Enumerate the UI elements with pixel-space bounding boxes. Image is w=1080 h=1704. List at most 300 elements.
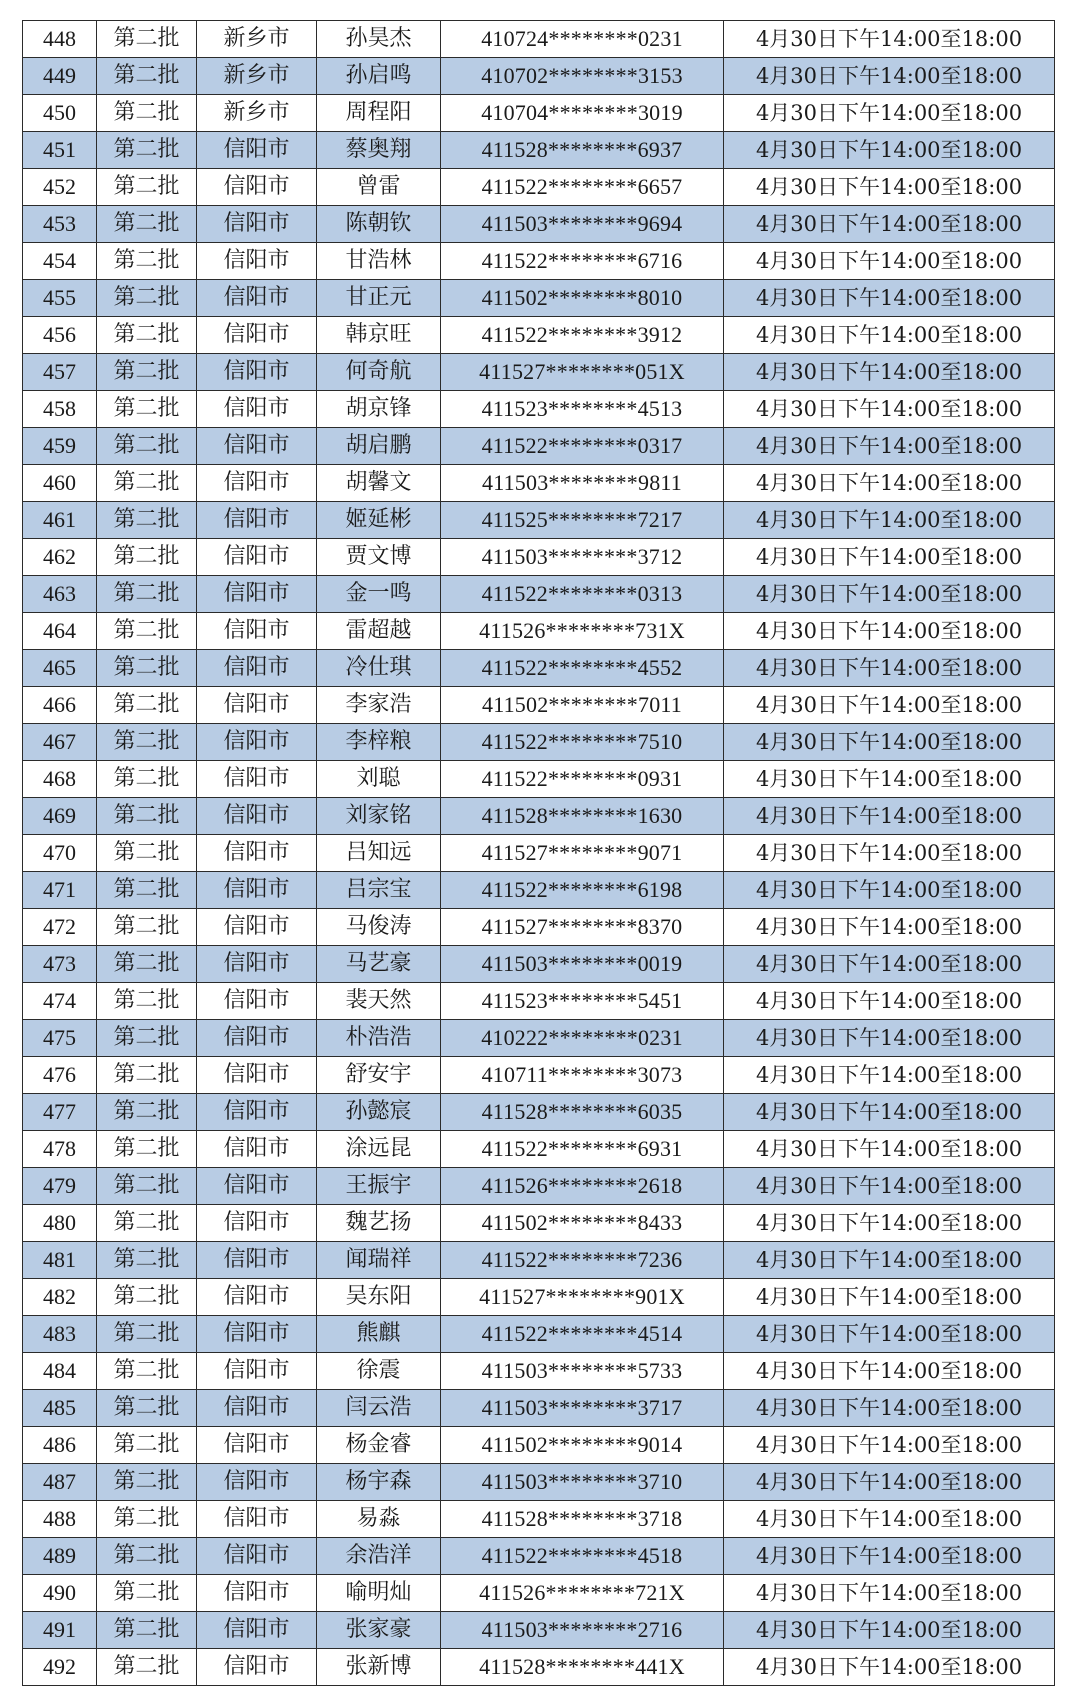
cell-number: 457 (23, 354, 97, 391)
cell-city: 信阳市 (197, 835, 317, 872)
table-row (23, 798, 1055, 835)
cell-id-number: 411527********901X (441, 1279, 724, 1316)
cell-id-number: 411526********721X (441, 1575, 724, 1612)
cell-city: 信阳市 (197, 613, 317, 650)
cell-batch: 第二批 (97, 1353, 197, 1390)
cell-time-slot: 4月30日下午14:00至18:00 (724, 1501, 1055, 1538)
cell-time-slot: 4月30日下午14:00至18:00 (724, 835, 1055, 872)
cell-city: 信阳市 (197, 1316, 317, 1353)
cell-city: 信阳市 (197, 983, 317, 1020)
cell-time-slot: 4月30日下午14:00至18:00 (724, 946, 1055, 983)
cell-id-number: 411526********2618 (441, 1168, 724, 1205)
cell-batch: 第二批 (97, 872, 197, 909)
cell-name: 闫云浩 (317, 1390, 441, 1427)
cell-id-number: 411522********4518 (441, 1538, 724, 1575)
cell-name: 涂远昆 (317, 1131, 441, 1168)
cell-id-number: 411503********3717 (441, 1390, 724, 1427)
cell-id-number: 411502********9014 (441, 1427, 724, 1464)
cell-id-number: 411522********7236 (441, 1242, 724, 1279)
table-row (23, 317, 1055, 354)
cell-id-number: 411503********2716 (441, 1612, 724, 1649)
cell-batch: 第二批 (97, 1501, 197, 1538)
cell-time-slot: 4月30日下午14:00至18:00 (724, 613, 1055, 650)
table-row (23, 502, 1055, 539)
cell-name: 王振宇 (317, 1168, 441, 1205)
table-row (23, 1094, 1055, 1131)
cell-city: 信阳市 (197, 1020, 317, 1057)
cell-id-number: 411522********0317 (441, 428, 724, 465)
cell-batch: 第二批 (97, 132, 197, 169)
cell-id-number: 411522********6657 (441, 169, 724, 206)
cell-name: 韩京旺 (317, 317, 441, 354)
cell-number: 485 (23, 1390, 97, 1427)
cell-city: 信阳市 (197, 1057, 317, 1094)
cell-time-slot: 4月30日下午14:00至18:00 (724, 317, 1055, 354)
cell-batch: 第二批 (97, 317, 197, 354)
cell-time-slot: 4月30日下午14:00至18:00 (724, 1316, 1055, 1353)
cell-batch: 第二批 (97, 465, 197, 502)
cell-id-number: 411522********3912 (441, 317, 724, 354)
cell-name: 孙懿宸 (317, 1094, 441, 1131)
table-row (23, 946, 1055, 983)
cell-batch: 第二批 (97, 983, 197, 1020)
cell-id-number: 411527********051X (441, 354, 724, 391)
cell-time-slot: 4月30日下午14:00至18:00 (724, 1242, 1055, 1279)
cell-time-slot: 4月30日下午14:00至18:00 (724, 798, 1055, 835)
cell-number: 455 (23, 280, 97, 317)
table-row (23, 1057, 1055, 1094)
cell-id-number: 411523********4513 (441, 391, 724, 428)
cell-city: 信阳市 (197, 798, 317, 835)
cell-time-slot: 4月30日下午14:00至18:00 (724, 1168, 1055, 1205)
cell-id-number: 411502********8433 (441, 1205, 724, 1242)
cell-id-number: 410704********3019 (441, 95, 724, 132)
cell-batch: 第二批 (97, 1538, 197, 1575)
cell-number: 458 (23, 391, 97, 428)
cell-batch: 第二批 (97, 1612, 197, 1649)
cell-number: 473 (23, 946, 97, 983)
cell-name: 何奇航 (317, 354, 441, 391)
cell-name: 闻瑞祥 (317, 1242, 441, 1279)
cell-number: 483 (23, 1316, 97, 1353)
cell-city: 新乡市 (197, 95, 317, 132)
cell-name: 胡启鹏 (317, 428, 441, 465)
cell-name: 易淼 (317, 1501, 441, 1538)
cell-time-slot: 4月30日下午14:00至18:00 (724, 576, 1055, 613)
cell-city: 信阳市 (197, 724, 317, 761)
table-row (23, 428, 1055, 465)
cell-batch: 第二批 (97, 206, 197, 243)
cell-id-number: 411522********6931 (441, 1131, 724, 1168)
cell-name: 陈朝钦 (317, 206, 441, 243)
cell-number: 480 (23, 1205, 97, 1242)
cell-number: 490 (23, 1575, 97, 1612)
cell-number: 460 (23, 465, 97, 502)
cell-time-slot: 4月30日下午14:00至18:00 (724, 1538, 1055, 1575)
table-row (23, 1575, 1055, 1612)
cell-name: 熊麒 (317, 1316, 441, 1353)
table-row (23, 1131, 1055, 1168)
cell-name: 冷仕琪 (317, 650, 441, 687)
cell-city: 信阳市 (197, 1353, 317, 1390)
cell-batch: 第二批 (97, 835, 197, 872)
cell-time-slot: 4月30日下午14:00至18:00 (724, 465, 1055, 502)
table-row (23, 650, 1055, 687)
table-row (23, 1279, 1055, 1316)
cell-city: 信阳市 (197, 650, 317, 687)
cell-time-slot: 4月30日下午14:00至18:00 (724, 687, 1055, 724)
cell-number: 489 (23, 1538, 97, 1575)
cell-number: 464 (23, 613, 97, 650)
table-row (23, 58, 1055, 95)
cell-id-number: 410702********3153 (441, 58, 724, 95)
cell-name: 雷超越 (317, 613, 441, 650)
cell-batch: 第二批 (97, 1242, 197, 1279)
cell-batch: 第二批 (97, 95, 197, 132)
table-row (23, 613, 1055, 650)
cell-name: 贾文博 (317, 539, 441, 576)
cell-time-slot: 4月30日下午14:00至18:00 (724, 95, 1055, 132)
cell-batch: 第二批 (97, 687, 197, 724)
cell-number: 477 (23, 1094, 97, 1131)
cell-city: 信阳市 (197, 1131, 317, 1168)
cell-name: 周程阳 (317, 95, 441, 132)
cell-batch: 第二批 (97, 1020, 197, 1057)
cell-city: 信阳市 (197, 1279, 317, 1316)
cell-name: 金一鸣 (317, 576, 441, 613)
cell-time-slot: 4月30日下午14:00至18:00 (724, 724, 1055, 761)
cell-batch: 第二批 (97, 169, 197, 206)
cell-name: 刘家铭 (317, 798, 441, 835)
cell-id-number: 411527********8370 (441, 909, 724, 946)
cell-batch: 第二批 (97, 280, 197, 317)
cell-name: 朴浩浩 (317, 1020, 441, 1057)
cell-city: 信阳市 (197, 1168, 317, 1205)
cell-number: 453 (23, 206, 97, 243)
cell-id-number: 411522********4552 (441, 650, 724, 687)
cell-time-slot: 4月30日下午14:00至18:00 (724, 650, 1055, 687)
cell-id-number: 411528********6035 (441, 1094, 724, 1131)
cell-city: 新乡市 (197, 58, 317, 95)
cell-batch: 第二批 (97, 724, 197, 761)
cell-time-slot: 4月30日下午14:00至18:00 (724, 391, 1055, 428)
cell-id-number: 411528********441X (441, 1649, 724, 1686)
cell-time-slot: 4月30日下午14:00至18:00 (724, 1057, 1055, 1094)
cell-name: 吕知远 (317, 835, 441, 872)
cell-name: 魏艺扬 (317, 1205, 441, 1242)
cell-number: 462 (23, 539, 97, 576)
cell-number: 461 (23, 502, 97, 539)
cell-city: 信阳市 (197, 872, 317, 909)
cell-time-slot: 4月30日下午14:00至18:00 (724, 502, 1055, 539)
cell-batch: 第二批 (97, 539, 197, 576)
cell-name: 胡馨文 (317, 465, 441, 502)
cell-id-number: 411503********3712 (441, 539, 724, 576)
table-row (23, 1205, 1055, 1242)
cell-number: 454 (23, 243, 97, 280)
table-row (23, 243, 1055, 280)
cell-city: 信阳市 (197, 1575, 317, 1612)
cell-time-slot: 4月30日下午14:00至18:00 (724, 1612, 1055, 1649)
cell-number: 470 (23, 835, 97, 872)
cell-time-slot: 4月30日下午14:00至18:00 (724, 428, 1055, 465)
cell-city: 信阳市 (197, 317, 317, 354)
table-row (23, 539, 1055, 576)
cell-name: 李家浩 (317, 687, 441, 724)
table-row (23, 206, 1055, 243)
cell-id-number: 411522********7510 (441, 724, 724, 761)
cell-id-number: 411522********0931 (441, 761, 724, 798)
cell-city: 信阳市 (197, 391, 317, 428)
table-row (23, 1649, 1055, 1686)
cell-city: 信阳市 (197, 1390, 317, 1427)
cell-city: 信阳市 (197, 169, 317, 206)
cell-number: 463 (23, 576, 97, 613)
cell-batch: 第二批 (97, 1131, 197, 1168)
cell-name: 张家豪 (317, 1612, 441, 1649)
cell-city: 信阳市 (197, 1501, 317, 1538)
cell-batch: 第二批 (97, 1279, 197, 1316)
cell-time-slot: 4月30日下午14:00至18:00 (724, 132, 1055, 169)
cell-id-number: 411525********7217 (441, 502, 724, 539)
cell-time-slot: 4月30日下午14:00至18:00 (724, 58, 1055, 95)
cell-id-number: 411503********9694 (441, 206, 724, 243)
document-sheet (22, 20, 1054, 1686)
cell-city: 信阳市 (197, 687, 317, 724)
cell-name: 杨金睿 (317, 1427, 441, 1464)
cell-number: 468 (23, 761, 97, 798)
cell-id-number: 411528********1630 (441, 798, 724, 835)
cell-time-slot: 4月30日下午14:00至18:00 (724, 1205, 1055, 1242)
cell-batch: 第二批 (97, 502, 197, 539)
cell-name: 张新博 (317, 1649, 441, 1686)
cell-batch: 第二批 (97, 1205, 197, 1242)
table-row (23, 1168, 1055, 1205)
cell-time-slot: 4月30日下午14:00至18:00 (724, 1279, 1055, 1316)
cell-number: 466 (23, 687, 97, 724)
cell-number: 479 (23, 1168, 97, 1205)
cell-number: 481 (23, 1242, 97, 1279)
cell-time-slot: 4月30日下午14:00至18:00 (724, 983, 1055, 1020)
cell-id-number: 410222********0231 (441, 1020, 724, 1057)
table-row (23, 1390, 1055, 1427)
cell-batch: 第二批 (97, 613, 197, 650)
cell-id-number: 411522********6716 (441, 243, 724, 280)
cell-name: 马俊涛 (317, 909, 441, 946)
cell-batch: 第二批 (97, 798, 197, 835)
table-row (23, 724, 1055, 761)
cell-city: 信阳市 (197, 539, 317, 576)
cell-city: 信阳市 (197, 465, 317, 502)
cell-name: 杨宇森 (317, 1464, 441, 1501)
cell-batch: 第二批 (97, 1649, 197, 1686)
cell-number: 491 (23, 1612, 97, 1649)
cell-name: 徐震 (317, 1353, 441, 1390)
cell-time-slot: 4月30日下午14:00至18:00 (724, 243, 1055, 280)
cell-name: 喻明灿 (317, 1575, 441, 1612)
cell-batch: 第二批 (97, 1168, 197, 1205)
cell-number: 469 (23, 798, 97, 835)
cell-name: 裴天然 (317, 983, 441, 1020)
cell-name: 余浩洋 (317, 1538, 441, 1575)
cell-time-slot: 4月30日下午14:00至18:00 (724, 169, 1055, 206)
cell-number: 486 (23, 1427, 97, 1464)
cell-name: 甘正元 (317, 280, 441, 317)
cell-time-slot: 4月30日下午14:00至18:00 (724, 909, 1055, 946)
cell-id-number: 411522********4514 (441, 1316, 724, 1353)
cell-id-number: 411503********5733 (441, 1353, 724, 1390)
table-row (23, 280, 1055, 317)
cell-city: 信阳市 (197, 1464, 317, 1501)
cell-batch: 第二批 (97, 428, 197, 465)
cell-number: 478 (23, 1131, 97, 1168)
table-row (23, 1242, 1055, 1279)
cell-time-slot: 4月30日下午14:00至18:00 (724, 1131, 1055, 1168)
cell-time-slot: 4月30日下午14:00至18:00 (724, 1464, 1055, 1501)
cell-number: 459 (23, 428, 97, 465)
cell-name: 李梓粮 (317, 724, 441, 761)
cell-city: 新乡市 (197, 21, 317, 58)
cell-number: 487 (23, 1464, 97, 1501)
cell-name: 吕宗宝 (317, 872, 441, 909)
cell-time-slot: 4月30日下午14:00至18:00 (724, 1353, 1055, 1390)
cell-name: 孙启鸣 (317, 58, 441, 95)
cell-number: 456 (23, 317, 97, 354)
cell-time-slot: 4月30日下午14:00至18:00 (724, 354, 1055, 391)
cell-time-slot: 4月30日下午14:00至18:00 (724, 1390, 1055, 1427)
table-row (23, 687, 1055, 724)
cell-id-number: 411502********7011 (441, 687, 724, 724)
cell-batch: 第二批 (97, 1057, 197, 1094)
cell-city: 信阳市 (197, 243, 317, 280)
cell-number: 452 (23, 169, 97, 206)
cell-city: 信阳市 (197, 1427, 317, 1464)
cell-batch: 第二批 (97, 946, 197, 983)
cell-time-slot: 4月30日下午14:00至18:00 (724, 1020, 1055, 1057)
cell-city: 信阳市 (197, 354, 317, 391)
table-row (23, 761, 1055, 798)
cell-number: 492 (23, 1649, 97, 1686)
cell-id-number: 411503********9811 (441, 465, 724, 502)
cell-city: 信阳市 (197, 576, 317, 613)
cell-number: 451 (23, 132, 97, 169)
cell-city: 信阳市 (197, 1242, 317, 1279)
cell-name: 马艺豪 (317, 946, 441, 983)
table-row (23, 1316, 1055, 1353)
cell-name: 刘聪 (317, 761, 441, 798)
cell-id-number: 411522********6198 (441, 872, 724, 909)
table-row (23, 1501, 1055, 1538)
cell-time-slot: 4月30日下午14:00至18:00 (724, 539, 1055, 576)
cell-id-number: 411502********8010 (441, 280, 724, 317)
cell-number: 449 (23, 58, 97, 95)
cell-batch: 第二批 (97, 576, 197, 613)
table-body (23, 21, 1055, 1686)
cell-id-number: 410724********0231 (441, 21, 724, 58)
cell-time-slot: 4月30日下午14:00至18:00 (724, 761, 1055, 798)
cell-city: 信阳市 (197, 909, 317, 946)
table-row (23, 1353, 1055, 1390)
cell-number: 488 (23, 1501, 97, 1538)
cell-id-number: 411528********6937 (441, 132, 724, 169)
cell-number: 476 (23, 1057, 97, 1094)
cell-batch: 第二批 (97, 354, 197, 391)
cell-batch: 第二批 (97, 58, 197, 95)
cell-id-number: 411527********9071 (441, 835, 724, 872)
cell-number: 482 (23, 1279, 97, 1316)
cell-name: 孙昊杰 (317, 21, 441, 58)
cell-time-slot: 4月30日下午14:00至18:00 (724, 1575, 1055, 1612)
cell-time-slot: 4月30日下午14:00至18:00 (724, 1649, 1055, 1686)
cell-id-number: 411523********5451 (441, 983, 724, 1020)
cell-city: 信阳市 (197, 761, 317, 798)
cell-name: 甘浩林 (317, 243, 441, 280)
cell-batch: 第二批 (97, 1427, 197, 1464)
cell-batch: 第二批 (97, 1464, 197, 1501)
cell-number: 484 (23, 1353, 97, 1390)
table-row (23, 1020, 1055, 1057)
table-row (23, 391, 1055, 428)
cell-number: 448 (23, 21, 97, 58)
table-row (23, 1464, 1055, 1501)
table-row (23, 21, 1055, 58)
table-row (23, 132, 1055, 169)
table-row (23, 169, 1055, 206)
cell-id-number: 411526********731X (441, 613, 724, 650)
cell-time-slot: 4月30日下午14:00至18:00 (724, 1094, 1055, 1131)
cell-batch: 第二批 (97, 761, 197, 798)
table-row (23, 1612, 1055, 1649)
cell-name: 吴东阳 (317, 1279, 441, 1316)
cell-batch: 第二批 (97, 1575, 197, 1612)
table-row (23, 983, 1055, 1020)
table-row (23, 95, 1055, 132)
cell-number: 474 (23, 983, 97, 1020)
table-row (23, 576, 1055, 613)
cell-batch: 第二批 (97, 909, 197, 946)
cell-number: 465 (23, 650, 97, 687)
cell-name: 舒安宇 (317, 1057, 441, 1094)
cell-city: 信阳市 (197, 1538, 317, 1575)
cell-time-slot: 4月30日下午14:00至18:00 (724, 206, 1055, 243)
cell-name: 胡京锋 (317, 391, 441, 428)
cell-id-number: 411503********0019 (441, 946, 724, 983)
cell-city: 信阳市 (197, 1612, 317, 1649)
cell-id-number: 411528********3718 (441, 1501, 724, 1538)
cell-number: 471 (23, 872, 97, 909)
cell-time-slot: 4月30日下午14:00至18:00 (724, 1427, 1055, 1464)
cell-city: 信阳市 (197, 428, 317, 465)
cell-time-slot: 4月30日下午14:00至18:00 (724, 872, 1055, 909)
cell-city: 信阳市 (197, 1649, 317, 1686)
cell-city: 信阳市 (197, 280, 317, 317)
cell-batch: 第二批 (97, 1316, 197, 1353)
table-row (23, 1427, 1055, 1464)
cell-city: 信阳市 (197, 502, 317, 539)
table-row (23, 835, 1055, 872)
cell-id-number: 411503********3710 (441, 1464, 724, 1501)
cell-number: 467 (23, 724, 97, 761)
cell-id-number: 411522********0313 (441, 576, 724, 613)
cell-number: 475 (23, 1020, 97, 1057)
cell-batch: 第二批 (97, 1094, 197, 1131)
cell-city: 信阳市 (197, 206, 317, 243)
cell-number: 472 (23, 909, 97, 946)
cell-batch: 第二批 (97, 391, 197, 428)
table-row (23, 354, 1055, 391)
cell-name: 曾雷 (317, 169, 441, 206)
cell-number: 450 (23, 95, 97, 132)
